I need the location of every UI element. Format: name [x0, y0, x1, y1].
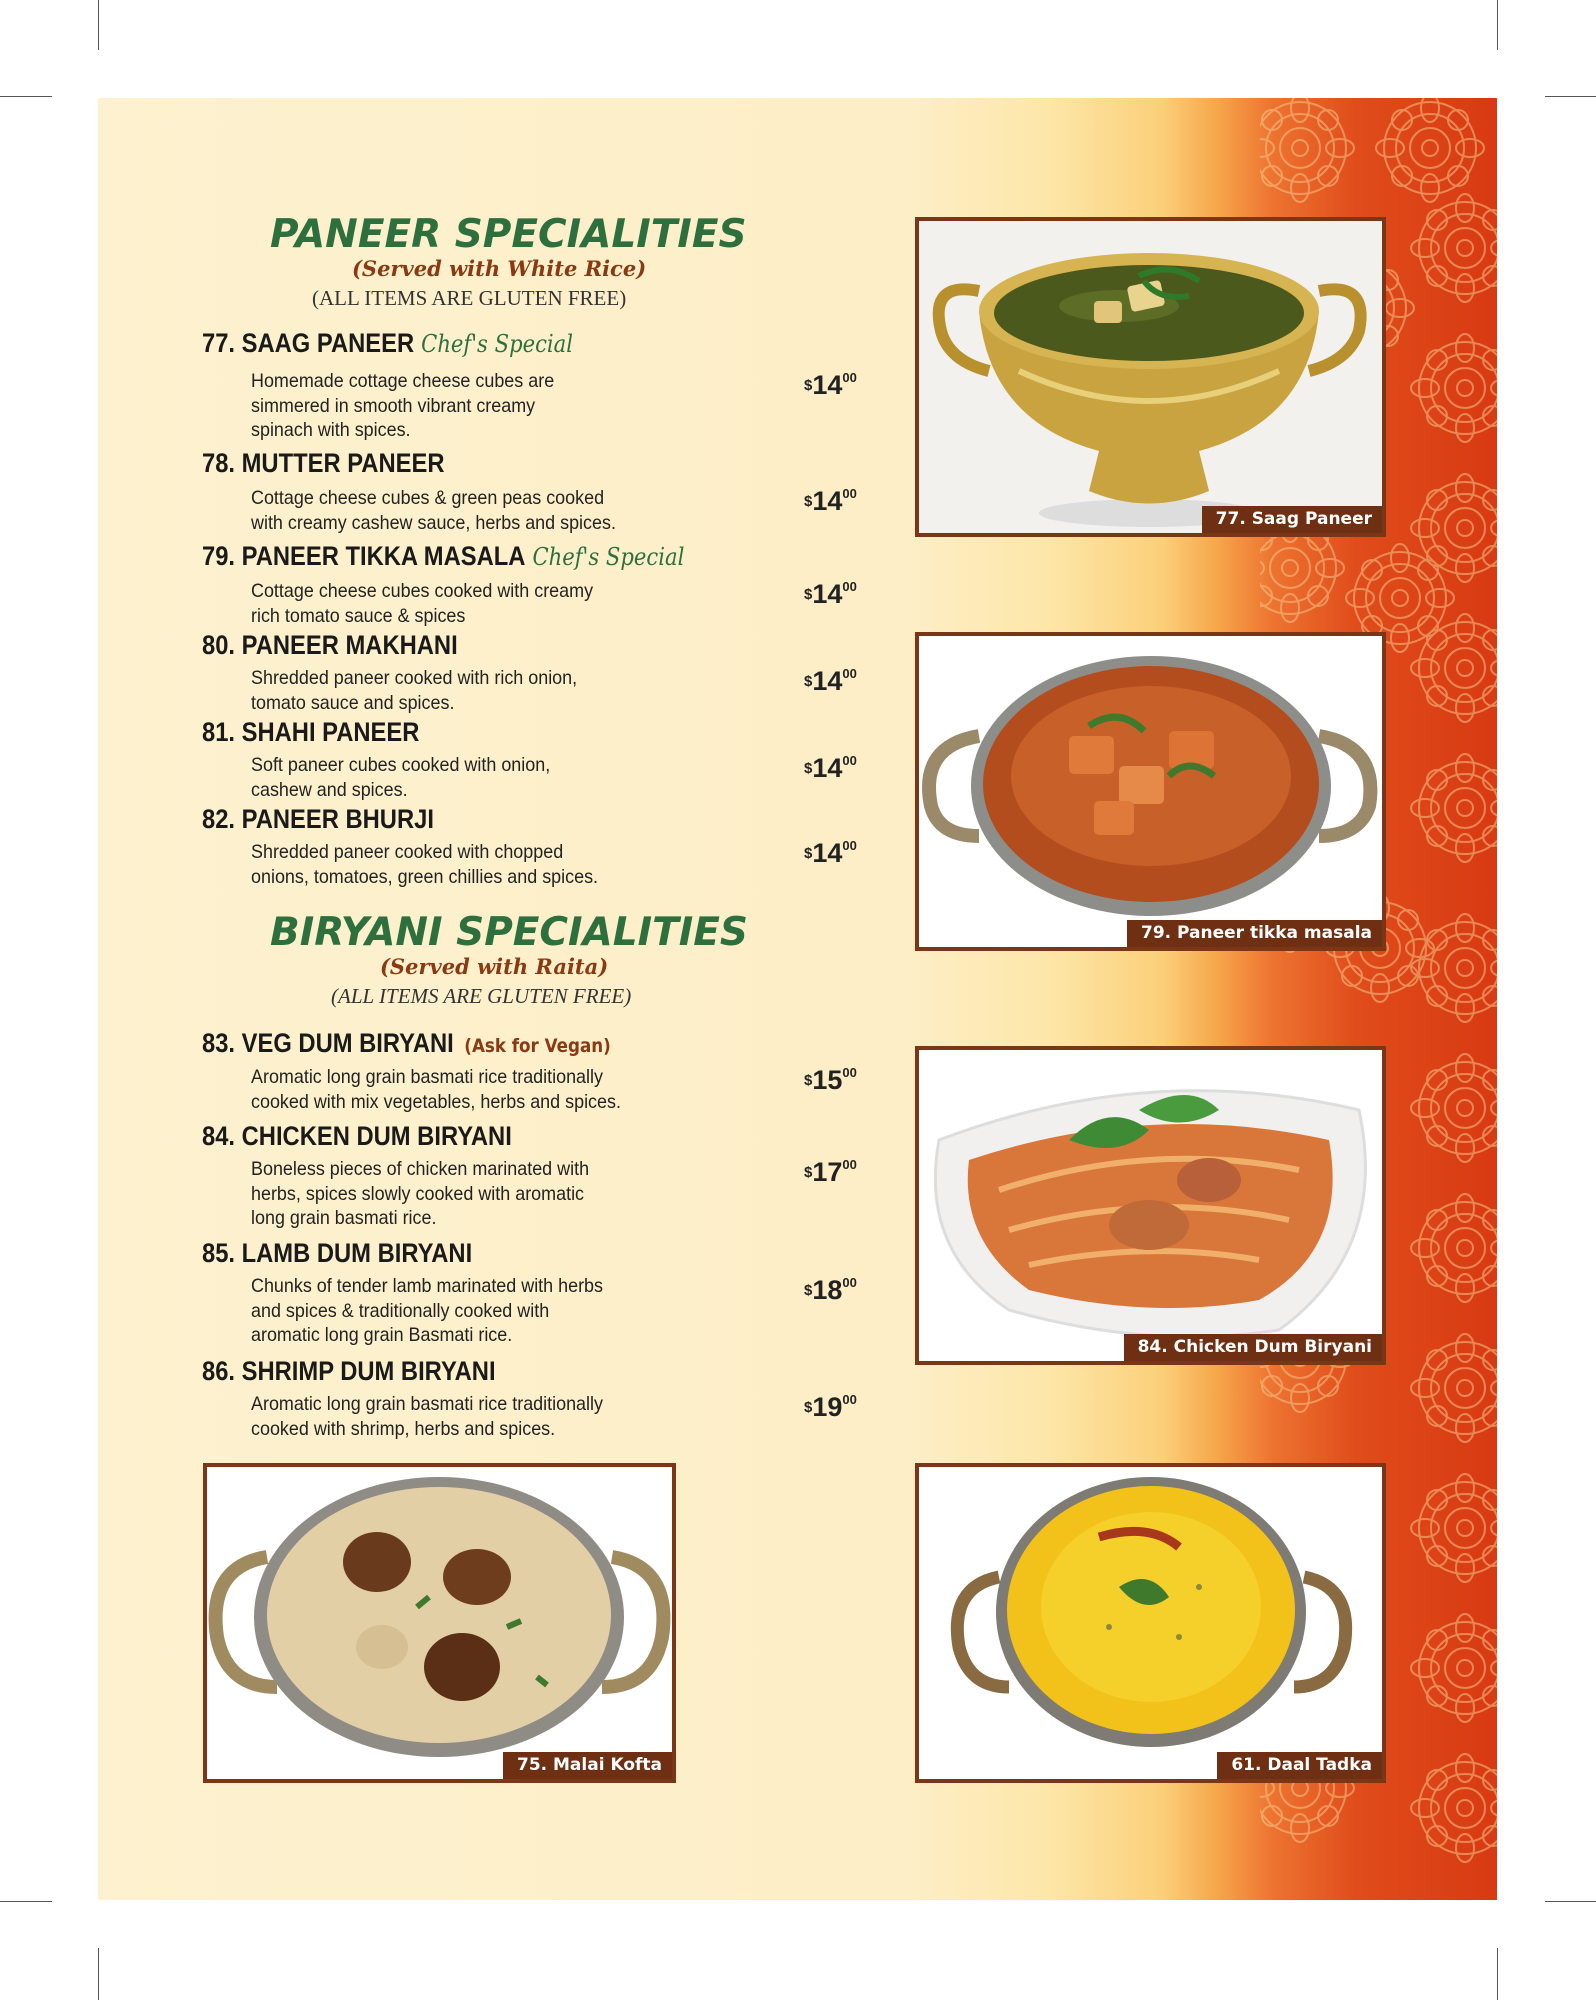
menu-item-price: $\$18^{00}$: [804, 1275, 857, 1305]
menu-item-title: 82. PANEER BHURJI: [202, 804, 434, 834]
chefs-special-tag: Chef's Special: [532, 543, 685, 571]
menu-item-title: 77. SAAG PANEER Chef's Special: [202, 328, 574, 358]
biryani-served-with: (Served with Raita): [380, 954, 609, 979]
menu-item-title: 83. VEG DUM BIRYANI (Ask for Vegan): [202, 1028, 611, 1058]
photo-paneer-tikka-masala: [915, 632, 1386, 951]
paneer-tikka-illustration: [919, 636, 1382, 947]
menu-item-price: $\$14^{00}$: [804, 838, 857, 868]
menu-item-title: 78. MUTTER PANEER: [202, 448, 445, 478]
menu-item-description: Aromatic long grain basmati rice traditionally cooked with shrimp, herbs and spices.: [251, 1393, 603, 1440]
menu-item-title: 80. PANEER MAKHANI: [202, 630, 458, 660]
crop-mark: [1545, 96, 1596, 97]
chicken-biryani-illustration: [919, 1050, 1382, 1361]
menu-item-title: 79. PANEER TIKKA MASALA Chef's Special: [202, 541, 685, 571]
menu-item-description: Cottage cheese cubes cooked with creamy rich tomato sauce & spices: [251, 580, 594, 627]
photo-caption: 77. Saag Paneer: [1202, 506, 1382, 533]
menu-item-price: $\$14^{00}$: [804, 579, 857, 609]
menu-item-description: Shredded paneer cooked with chopped onions, tomatoes, green chillies and spices.: [251, 841, 599, 888]
paneer-section-title: PANEER SPECIALITIES: [270, 212, 747, 257]
crop-mark: [1497, 0, 1498, 50]
menu-item-price: $\$15^{00}$: [804, 1065, 857, 1095]
menu-item-price: $\$14^{00}$: [804, 370, 857, 400]
menu-item-price: $\$14^{00}$: [804, 666, 857, 696]
menu-item-description: Boneless pieces of chicken marinated with herbs, spices slowly cooked with aromatic long grain basmati rice.: [251, 1158, 590, 1229]
paneer-served-with: (Served with White Rice): [352, 256, 647, 281]
menu-item-title: 86. SHRIMP DUM BIRYANI: [202, 1356, 496, 1386]
crop-mark: [98, 0, 99, 50]
menu-item-price: $\$19^{00}$: [804, 1392, 857, 1422]
chefs-special-tag: Chef's Special: [421, 330, 574, 358]
photo-malai-kofta: [203, 1463, 676, 1783]
saag-paneer-illustration: [919, 221, 1382, 533]
ask-for-vegan-tag: (Ask for Vegan): [464, 1035, 611, 1057]
menu-item-title: 85. LAMB DUM BIRYANI: [202, 1238, 473, 1268]
menu-item-description: Aromatic long grain basmati rice traditionally cooked with mix vegetables, herbs and spices.: [251, 1066, 621, 1113]
daal-tadka-illustration: [919, 1467, 1382, 1779]
crop-mark: [1545, 1901, 1596, 1902]
photo-caption: 84. Chicken Dum Biryani: [1124, 1334, 1382, 1361]
menu-item-description: Soft paneer cubes cooked with onion, cashew and spices.: [251, 754, 551, 801]
crop-mark: [1497, 1948, 1498, 2000]
menu-item-description: Shredded paneer cooked with rich onion, tomato sauce and spices.: [251, 667, 578, 714]
menu-item-description: Chunks of tender lamb marinated with herbs and spices & traditionally cooked with aromatic long grain Basmati rice.: [251, 1275, 604, 1346]
menu-item-title: 84. CHICKEN DUM BIRYANI: [202, 1121, 512, 1151]
crop-mark: [0, 1901, 52, 1902]
photo-caption: 75. Malai Kofta: [503, 1752, 672, 1779]
photo-caption: 61. Daal Tadka: [1217, 1752, 1382, 1779]
menu-item-description: Cottage cheese cubes & green peas cooked with creamy cashew sauce, herbs and spices.: [251, 487, 616, 534]
malai-kofta-illustration: [207, 1467, 672, 1779]
biryani-section-title: BIRYANI SPECIALITIES: [270, 910, 748, 955]
crop-mark: [98, 1948, 99, 2000]
menu-item-title: 81. SHAHI PANEER: [202, 717, 420, 747]
menu-item-description: Homemade cottage cheese cubes are simmered in smooth vibrant creamy spinach with spices.: [251, 370, 555, 441]
photo-chicken-dum-biryani: [915, 1046, 1386, 1365]
biryani-gluten-note: (ALL ITEMS ARE GLUTEN FREE): [331, 984, 632, 1008]
photo-saag-paneer: [915, 217, 1386, 537]
photo-caption: 79. Paneer tikka masala: [1127, 920, 1382, 947]
crop-mark: [0, 96, 52, 97]
menu-item-price: $\$14^{00}$: [804, 753, 857, 783]
menu-item-price: $\$14^{00}$: [804, 486, 857, 516]
paneer-gluten-note: (ALL ITEMS ARE GLUTEN FREE): [312, 286, 627, 310]
photo-daal-tadka: [915, 1463, 1386, 1783]
menu-item-price: $\$17^{00}$: [804, 1157, 857, 1187]
